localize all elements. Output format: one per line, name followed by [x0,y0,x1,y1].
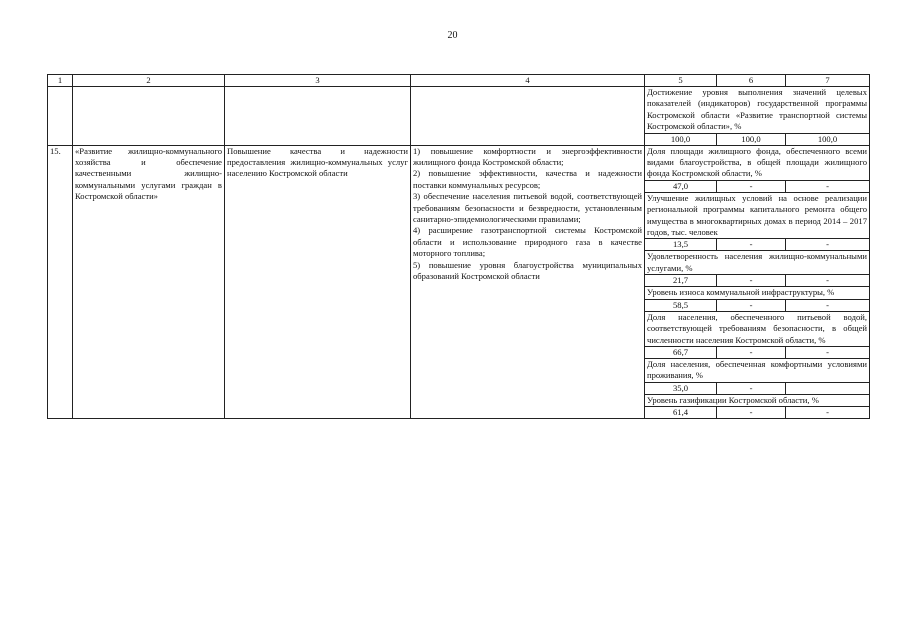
indicator-value: - [717,275,786,287]
indicator-value: 100,0 [786,133,870,145]
indicator-value: - [786,299,870,311]
indicator-value: - [786,180,870,192]
task-item: 2) повышение эффективности, качества и надежности поставки коммунальных ресурсов; [413,168,642,190]
indicator-value [786,382,870,394]
indicator-value: - [717,239,786,251]
indicator-value: 13,5 [645,239,717,251]
program-goal: Повышение качества и надежности предоставления жилищно-коммунальных услуг населению Костромской области [225,145,411,419]
indicator-text: Доля площади жилищного фонда, обеспеченного всеми видами благоустройства, в общей площади жилищного фонда Костромской области, % [645,145,870,180]
column-number: 6 [717,75,786,87]
task-item: 4) расширение газотранспортной системы Костромской области и использование природного газа в качестве моторного топлива; [413,225,642,259]
program-tasks [411,145,645,419]
indicator-value: - [717,346,786,358]
indicator-value: 61,4 [645,407,717,419]
indicator-value: - [786,239,870,251]
indicator-value: 100,0 [717,133,786,145]
indicator-value: 21,7 [645,275,717,287]
indicator-text: Уровень износа коммунальной инфраструктуры, % [645,287,870,299]
task-item: 5) повышение уровня благоустройства муниципальных образований Костромской области [413,259,642,282]
indicator-text: Достижение уровня выполнения значений целевых показателей (индикаторов) государственной программы Костромской области «Развитие транспортной системы Костромской области», % [645,87,870,134]
indicator-value: - [786,346,870,358]
indicator-value: - [717,382,786,394]
column-number: 3 [225,75,411,87]
column-number: 5 [645,75,717,87]
column-number: 1 [48,75,73,87]
column-number: 4 [411,75,645,87]
indicator-text: Удовлетворенность населения жилищно-коммунальными услугами, % [645,251,870,275]
indicator-text: Уровень газификации Костромской области, % [645,394,870,406]
page-number: 20 [447,30,458,41]
indicator-text: Доля населения, обеспеченная комфортными условиями проживания, % [645,358,870,382]
indicator-value: - [786,407,870,419]
continuation-indicator-row [48,87,870,134]
indicator-text: Улучшение жилищных условий на основе реализации региональной программы капитального ремонта общего имущества в многоквартирных домах в период 2014 – 2017 годов, тыс. человек [645,192,870,239]
indicator-value: 100,0 [645,133,717,145]
indicator-value: 58,5 [645,299,717,311]
program-table [47,74,870,419]
indicator-text: Доля населения, обеспеченного питьевой водой, соответствующей требованиям безопасности, в общей численности населения Костромской области, % [645,311,870,346]
indicator-value: - [717,180,786,192]
column-number: 2 [73,75,225,87]
indicator-value: 35,0 [645,382,717,394]
program-name: «Развитие жилищно-коммунального хозяйства и обеспечение качественными жилищно-коммунальными услугами граждан в Костромской области» [73,145,225,419]
column-number-row [48,75,870,87]
indicator-value: 47,0 [645,180,717,192]
indicator-value: - [717,299,786,311]
indicator-value: - [786,275,870,287]
task-item: 3) обеспечение населения питьевой водой, соответствующей требованиям безопасности и безвредности, установленным санитарно-эпидемиологическими правилами; [413,191,642,225]
indicator-value: - [717,407,786,419]
column-number: 7 [786,75,870,87]
program-row [48,145,870,180]
task-item: 1) повышение комфортности и энергоэффективности жилищного фонда Костромской области; [413,145,642,168]
indicator-value: 66,7 [645,346,717,358]
program-number: 15. [48,145,73,419]
